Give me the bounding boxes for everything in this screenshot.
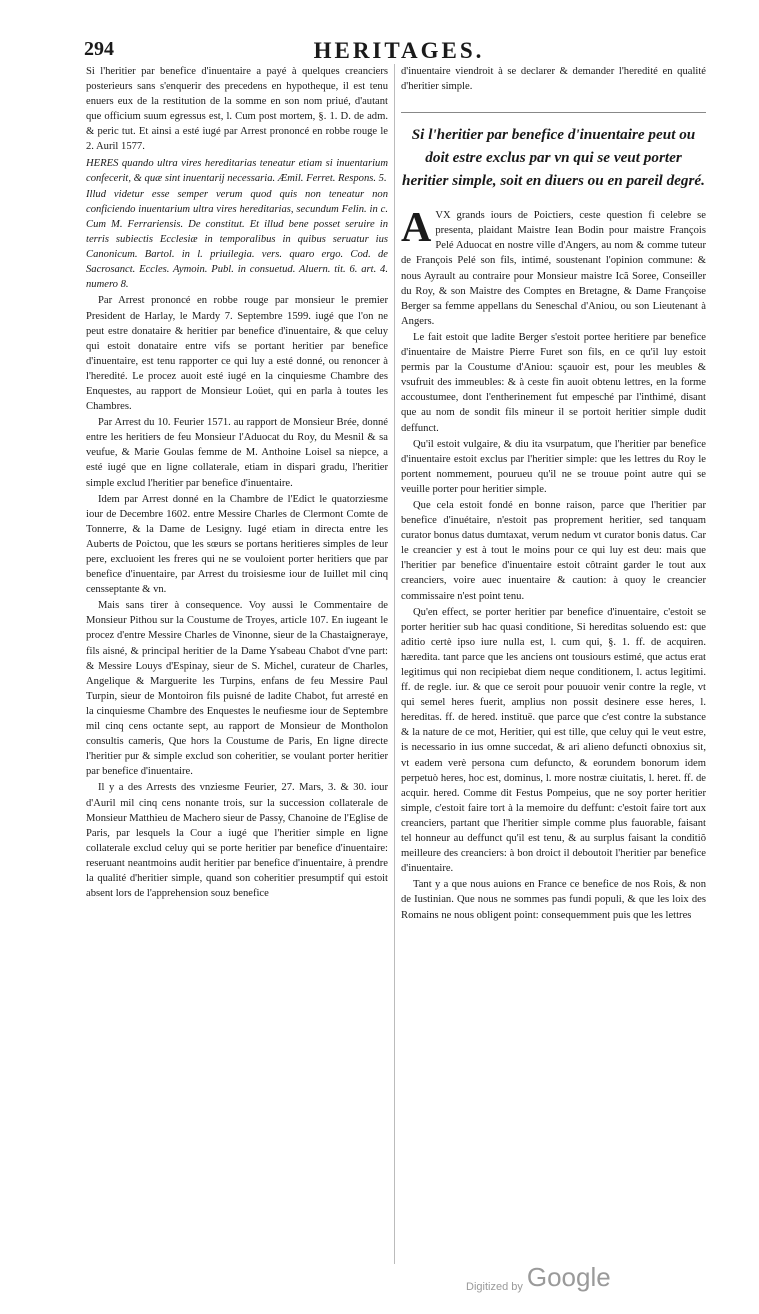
page-number: 294 xyxy=(84,38,114,60)
paragraph: Que cela estoit fondé en bonne raison, parce que l'heritier par benefice d'inuétaire, n'estoit pas proprement heritier, sed tanquam curator bonus datus dumtaxat, verum nedum vt curator bonis datus. Car le creancier y est à tout le moins pour ce qui luy est deu: mais que l'heritier par benefice d'inuentaire estoit côtraint garder le tout aux creanciers, voire auec inuentaire & caution: à quoy le creancier commissaire n'est point tenu. xyxy=(401,499,706,602)
section-heading: Si l'heritier par benefice d'inuentaire peut ou doit estre exclus par vn qui se veut porter heritier simple, soit en diuers ou en pareil degré. xyxy=(401,112,706,192)
paragraph: Tant y a que nous auions en France ce benefice de nos Rois, & non de Iustinian. Que nous ne sommes pas fundi populi, & que les loix des Romains ne nous obligent point: consequemment puis que les lettres xyxy=(401,879,706,921)
paragraph: Illud videtur esse semper verum quod quis non teneatur non conficiendo inuentarium ultra vires hereditarias, secundum Felin. in c. Cum M. Ferrariensis. De constitut. Et illud bene posset seruire in terris subiectis Ecclesiæ in temporalibus in quibus seruatur ius Canonicum. Bartol. in l. priuilegia. vers. quaro ergo. Cod. de Sacrosanct. Eccles. Aymoin. Publ. in consuetud. Aluern. tit. 6. art. 4. numero 8. xyxy=(86,188,388,291)
right-column xyxy=(401,64,706,924)
paragraph: Si l'heritier par benefice d'inuentaire a payé à quelques creanciers posterieurs sans s'enquerir des precedens en hypotheque, il est tenu enuers eux de la restitution de la somme en son nom priué, d'autant que officium suum egressus est, l. Cum post mortem, §. 1. D. de adm. & peric tut. Et ainsi a esté iugé par Arrest prononcé en robbe rouge le 2. Auril 1577. xyxy=(86,66,388,153)
paragraph: Qu'il estoit vulgaire, & diu ita vsurpatum, que l'heritier par benefice d'inuentaire estoit exclus par l'heritier simple: que les lettres du Roy le portent nommement, pourueu qu'il ne se trouue point autre qui se veuille porter pour heritier simple. xyxy=(401,438,706,495)
paragraph: Idem par Arrest donné en la Chambre de l'Edict le quatorziesme iour de Decembre 1602. entre Messire Charles de Clermont Comte de Tonnerre, & la Dame de Lesigny. Iugé etiam in directa entre les Auberts de Poictou, que les sœurs se portans heritieres simples de leur pere, excluoient les freres qui ne se vouloient porter heritiers que par benefice d'inuentaire, par Arrest du troisiesme iour de Iuillet mil cinq censseptante & vn. xyxy=(86,493,388,596)
paragraph: HERES quando ultra vires hereditarias teneatur etiam si inuentarium confecerit, & quæ sint inuentarij necessaria. Æmil. Ferret. Respons. 5. xyxy=(86,157,388,184)
paragraph: Qu'en effect, se porter heritier par benefice d'inuentaire, c'estoit se porter heritier sub hac quasi conditione, Si hereditas soluendo est: que aditio certè ipso iure nulla est, l. cum qui, §. 1. ff. de acquiren. hæredita. tant parce que les anciens ont tousiours estimé, que actus erat legitimus qui non recipiebat diem neque conditionem, l. actus legitimi. ff. de regle. iur. & que ce seroit pour pouuoir venir contre la regle, vt qui semel heres fuerit, amplius non possit desinere esse heres, l. hereditas. ff. de hered. instituë. que parce que c'est contre la substance & la nature de ce mot, Heritier, qui est tille, que celuy qui le veut estre, is necessario in ius omne succedat, & ari alieno defuncti obnoxius sit, vt eadem verè persona cum defuncto, & eorundem bonorum idem perpetuò heres, hoc est, dominus, l. more nostræ ciuitatis, l. heret. ff. de acquir. hered. Comme dit Festus Pompeius, que ne soy porter heritier simple, c'estoit faire tort à la memoire du deffunt: c'estoit faire tort aux creanciers, partant que l'heritier simple comme plus fauorable, faisant tel honneur au deffunct qu'il est tenu, & au surplus faisant la conditiõ meilleure des creanciers: à bon droict il deboutoit l'heritier par benefice d'inuentaire. xyxy=(401,606,706,875)
paragraph: VX grands iours de Poictiers, ceste question fi celebre se presenta, plaidant Maistre Iean Bodin pour maistre François Pelé Aduocat en nostre ville d'Angers, au nom & comme tuteur de François Pelé son fils, intimé, soustenant l'opinion commune: & nous Ayrault au contraire pour Monsieur maistre Icã Soree, Conseiller du Roy, & son Maistre des Comptes en Bretagne, & Dame Françoise Berger sa femme appellans du Seneschal d'Aniou, ou son Lieutenant à Angers. xyxy=(401,210,706,327)
google-logo: Google xyxy=(526,1262,611,1292)
continuation-paragraph: d'inuentaire viendroit à se declarer & demander l'heredité en qualité d'heritier simple. xyxy=(401,66,706,93)
left-column xyxy=(86,64,388,902)
digitized-by-watermark xyxy=(466,1262,666,1302)
opening-paragraph xyxy=(401,205,706,329)
paragraph: Il y a des Arrests des vnziesme Feurier, 27. Mars, 3. & 30. iour d'Auril mil cinq cens nonante trois, sur la succession collaterale de Monsieur Matthieu de Machero sieur de Passy, Chanoine de l'Eglise de Paris, par lesquels la Cour a iugé que l'heritier simple en ligne collaterale exclud celuy qui se porte heritier par benefice d'inuentaire: reseruant neantmoins audit heritier par benefice d'inuentaire, à prendre la qualité d'heritier simple, quand son coheritier presumptif qui estoit absent lors de l'apprehension souz benefice xyxy=(86,782,388,900)
running-head: HERITAGES. xyxy=(313,38,485,63)
paragraph: Mais sans tirer à consequence. Voy aussi le Commentaire de Monsieur Pithou sur la Coustume de Troyes, article 107. En iugeant le procez d'entre Messire Charles de Vinonne, sieur de la Chastaigneraye, fils aisné, & principal heritier de la Dame Ysabeau Chabot d'vne part: & Messire Louys d'Espinay, sieur de S. Michel, curateur de Charles, Angelique & Marguerite les Turpins, enfans de feu Messire Paul Turpin, sieur de Montoiron fils puisné de ladite Chabot, fut arresté en la cinquiesme Chambre des Enquestes le neufiesme iour de Septembre mil cinq cens octante sept, au rapport de Monsieur de Montholon consultis cameris, Que hors la Coustume de Paris, En ligne directe l'heritier pur & simple exclud son coheritier, se voulant porter heritier par benefice d'inuentaire. xyxy=(86,600,388,778)
drop-cap: A xyxy=(401,205,432,252)
paragraph: Par Arrest du 10. Feurier 1571. au rapport de Monsieur Brée, donné entre les heritiers de feu Monsieur l'Aduocat du Roy, du Mesnil & sa veufue, & Marie Goulas femme de M. Anthoine Loisel sa niepce, a esté iugé que en ligne collaterale, etiam in dispari gradu, l'heritier simple exclud l'heritier par benefice d'inuentaire. xyxy=(86,417,388,489)
column-divider xyxy=(394,64,395,1264)
paragraph: Le fait estoit que ladite Berger s'estoit portee heritiere par benefice d'inuentaire de Maistre Pierre Furet son fils, en ce qu'il luy estoit permis par la Coustume d'Aniou: sçauoir est, pour les meubles & vsufruit des immeubles: & à ceste fin auoit obtenu lettres, en la forme accoustumee, dont l'entherinement fut empesché par l'inthimé, disant que au nom de sondit fils mineur il se portoit heritier simple dudit deffunct. xyxy=(401,331,706,434)
digitized-by-label: Digitized by xyxy=(466,1281,523,1293)
paragraph: Par Arrest prononcé en robbe rouge par monsieur le premier President de Harlay, le Mardy 7. Septembre 1599. iugé que l'on ne peut estre donataire & heritier par benefice d'inuentaire, & que celuy qui estoit donataire entre vifs se portant heritier par benefice d'inuentaire, est tenu rapporter ce qui luy a esté donné, ou renoncer à l'heredité. Le procez auoit esté iugé en la cinquiesme Chambre des Enquestes, au rapport de Monsieur Loüet, qui en parla à toutes les Chambres. xyxy=(86,295,388,413)
